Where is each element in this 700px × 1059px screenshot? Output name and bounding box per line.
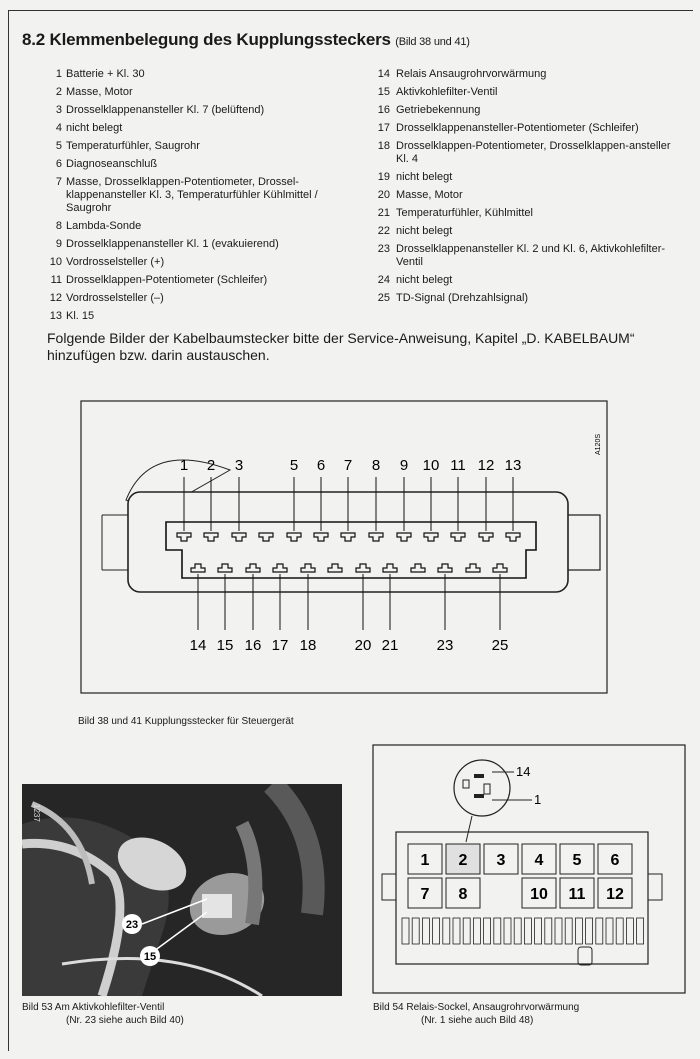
pin-number: 5	[55, 140, 62, 152]
pin-number: 6	[55, 158, 62, 170]
connector-top-label: 8	[371, 457, 381, 474]
pin-number: 8	[55, 220, 62, 232]
pin-description: Diagnoseanschluß	[66, 158, 158, 170]
pin-item-21	[372, 207, 672, 220]
pin-number: 15	[377, 86, 390, 98]
pin-description: Masse, Drosselklappen-Potentiometer, Drossel-klappenansteller Kl. 3, Temperaturfühler Kühlmittel / Saugrohr	[66, 176, 318, 214]
pin-item-16	[372, 104, 672, 117]
connector-diagram	[80, 400, 620, 700]
pin-description: Drosselklappenansteller Kl. 7 (belüftend)	[66, 104, 265, 116]
pin-description: Masse, Motor	[396, 189, 463, 201]
connector-top-label: 10	[422, 457, 440, 474]
connector-bottom-label: 17	[271, 637, 289, 654]
pin-item-3	[48, 104, 338, 117]
connector-bottom-label: 15	[216, 637, 234, 654]
relay-slot-label: 12	[606, 886, 624, 903]
photo-callout-15: 15	[143, 951, 157, 963]
pin-description: Kl. 15	[66, 310, 95, 322]
pin-description: Getriebekennung	[396, 104, 481, 116]
pin-list-right	[372, 68, 672, 310]
pin-description: Vordrosselsteller (+)	[66, 256, 165, 268]
relay-callout-1: 1	[534, 792, 542, 807]
pin-description: Drosselklappenansteller Kl. 1 (evakuierend)	[66, 238, 279, 250]
relay-slot-label: 10	[530, 886, 548, 903]
pin-number: 13	[49, 310, 62, 322]
section-title-ref: (Bild 38 und 41)	[395, 36, 470, 48]
connector-top-label: 6	[316, 457, 326, 474]
pin-item-23	[372, 243, 672, 269]
relay-slot-label: 2	[458, 852, 468, 869]
pin-number: 21	[377, 207, 390, 219]
relay-slot-label: 7	[420, 886, 430, 903]
photo-code: 1237	[32, 804, 41, 822]
connector-bottom-label: 25	[491, 637, 509, 654]
relay-slot-label: 11	[568, 886, 586, 903]
pin-item-17	[372, 122, 672, 135]
connector-bottom-label: 16	[244, 637, 262, 654]
connector-bottom-label: 23	[436, 637, 454, 654]
figure-code: A120S	[595, 433, 602, 455]
pin-item-19	[372, 171, 672, 184]
relay-slot-label: 1	[420, 852, 430, 869]
pin-description: Temperaturfühler, Kühlmittel	[396, 207, 533, 219]
pin-number: 16	[377, 104, 390, 116]
pin-item-15	[372, 86, 672, 99]
pin-item-14	[372, 68, 672, 81]
pin-description: Drosselklappenansteller-Potentiometer (Schleifer)	[396, 122, 639, 134]
connector-bottom-label: 20	[354, 637, 372, 654]
pin-number: 19	[377, 171, 390, 183]
pin-number: 23	[377, 243, 390, 255]
pin-item-8	[48, 220, 338, 233]
connector-top-label: 2	[206, 457, 216, 474]
photo-callout-23: 23	[125, 919, 139, 931]
connector-top-label: 11	[450, 457, 466, 474]
pin-number: 1	[55, 68, 62, 80]
pin-description: TD-Signal (Drehzahlsignal)	[396, 292, 529, 304]
pin-number: 18	[377, 140, 390, 152]
pin-description: Aktivkohlefilter-Ventil	[396, 86, 498, 98]
pin-number: 7	[55, 176, 62, 188]
pin-description: Batterie + Kl. 30	[66, 68, 145, 80]
pin-number: 22	[377, 225, 390, 237]
pin-item-5	[48, 140, 338, 153]
pin-item-24	[372, 274, 672, 287]
relay-slot-label: 4	[534, 852, 544, 869]
pin-item-25	[372, 292, 672, 305]
pin-description: nicht belegt	[396, 225, 453, 237]
valve-photo	[22, 784, 342, 996]
relay-caption-2: (Nr. 1 siehe auch Bild 48)	[421, 1015, 534, 1026]
pin-number: 10	[49, 256, 62, 268]
pin-number: 12	[49, 292, 62, 304]
pin-item-6	[48, 158, 338, 171]
connector-bottom-label: 21	[381, 637, 399, 654]
pin-number: 25	[377, 292, 390, 304]
relay-callout-14: 14	[516, 764, 531, 779]
pin-item-13	[48, 310, 338, 323]
connector-caption: Bild 38 und 41 Kupplungsstecker für Steuergerät	[78, 716, 294, 727]
relay-slot-label: 6	[610, 852, 620, 869]
pin-description: nicht belegt	[66, 122, 123, 134]
connector-top-label: 9	[399, 457, 409, 474]
connector-top-label: 12	[477, 457, 495, 474]
section-title-text: 8.2 Klemmenbelegung des Kupplungssteckers	[22, 30, 391, 49]
pin-number: 17	[377, 122, 390, 134]
pin-number: 20	[377, 189, 390, 201]
relay-slot-label: 8	[458, 886, 468, 903]
pin-item-12	[48, 292, 338, 305]
section-title	[22, 30, 470, 50]
pin-item-11	[48, 274, 338, 287]
relay-socket-diagram	[372, 744, 688, 996]
connector-top-label: 3	[234, 457, 244, 474]
pin-item-9	[48, 238, 338, 251]
pin-number: 3	[55, 104, 62, 116]
photo-caption-1: Bild 53 Am Aktivkohlefilter-Ventil	[22, 1002, 165, 1013]
pin-item-10	[48, 256, 338, 269]
pin-item-7	[48, 176, 338, 215]
pin-item-1	[48, 68, 338, 81]
pin-item-20	[372, 189, 672, 202]
pin-description: Masse, Motor	[66, 86, 133, 98]
pin-description: nicht belegt	[396, 274, 453, 286]
pin-item-22	[372, 225, 672, 238]
pin-item-2	[48, 86, 338, 99]
relay-caption-1: Bild 54 Relais-Sockel, Ansaugrohrvorwärmung	[373, 1002, 580, 1013]
pin-description: Relais Ansaugrohrvorwärmung	[396, 68, 547, 80]
pin-number: 14	[377, 68, 390, 80]
pin-number: 24	[377, 274, 390, 286]
relay-slot-label: 3	[496, 852, 506, 869]
pin-description: Drosselklappenansteller Kl. 2 und Kl. 6, Aktivkohlefilter-Ventil	[396, 243, 666, 268]
connector-top-label: 5	[289, 457, 299, 474]
pin-description: Vordrosselsteller (–)	[66, 292, 164, 304]
pin-number: 2	[55, 86, 62, 98]
pin-description: Drosselklappen-Potentiometer, Drosselklappen-ansteller Kl. 4	[396, 140, 671, 165]
connector-top-label: 13	[504, 457, 522, 474]
relay-slot-label: 5	[572, 852, 582, 869]
pin-description: Temperaturfühler, Saugrohr	[66, 140, 200, 152]
connector-top-label: 7	[343, 457, 353, 474]
instruction-text: Folgende Bilder der Kabelbaumstecker bitte der Service-Anweisung, Kapitel „D. KABELBAUM“ hinzufügen bzw. darin austauschen.	[47, 330, 635, 363]
photo-caption-2: (Nr. 23 siehe auch Bild 40)	[66, 1015, 184, 1026]
pin-description: Lambda-Sonde	[66, 220, 142, 232]
pin-list-left	[48, 68, 338, 328]
pin-description: Drosselklappen-Potentiometer (Schleifer)	[66, 274, 268, 286]
connector-bottom-label: 14	[189, 637, 207, 654]
connector-bottom-label: 18	[299, 637, 317, 654]
pin-number: 9	[55, 238, 62, 250]
pin-number: 11	[50, 274, 62, 286]
pin-number: 4	[55, 122, 62, 134]
pin-description: nicht belegt	[396, 171, 453, 183]
pin-item-4	[48, 122, 338, 135]
pin-item-18	[372, 140, 672, 166]
connector-top-label: 1	[179, 457, 189, 474]
